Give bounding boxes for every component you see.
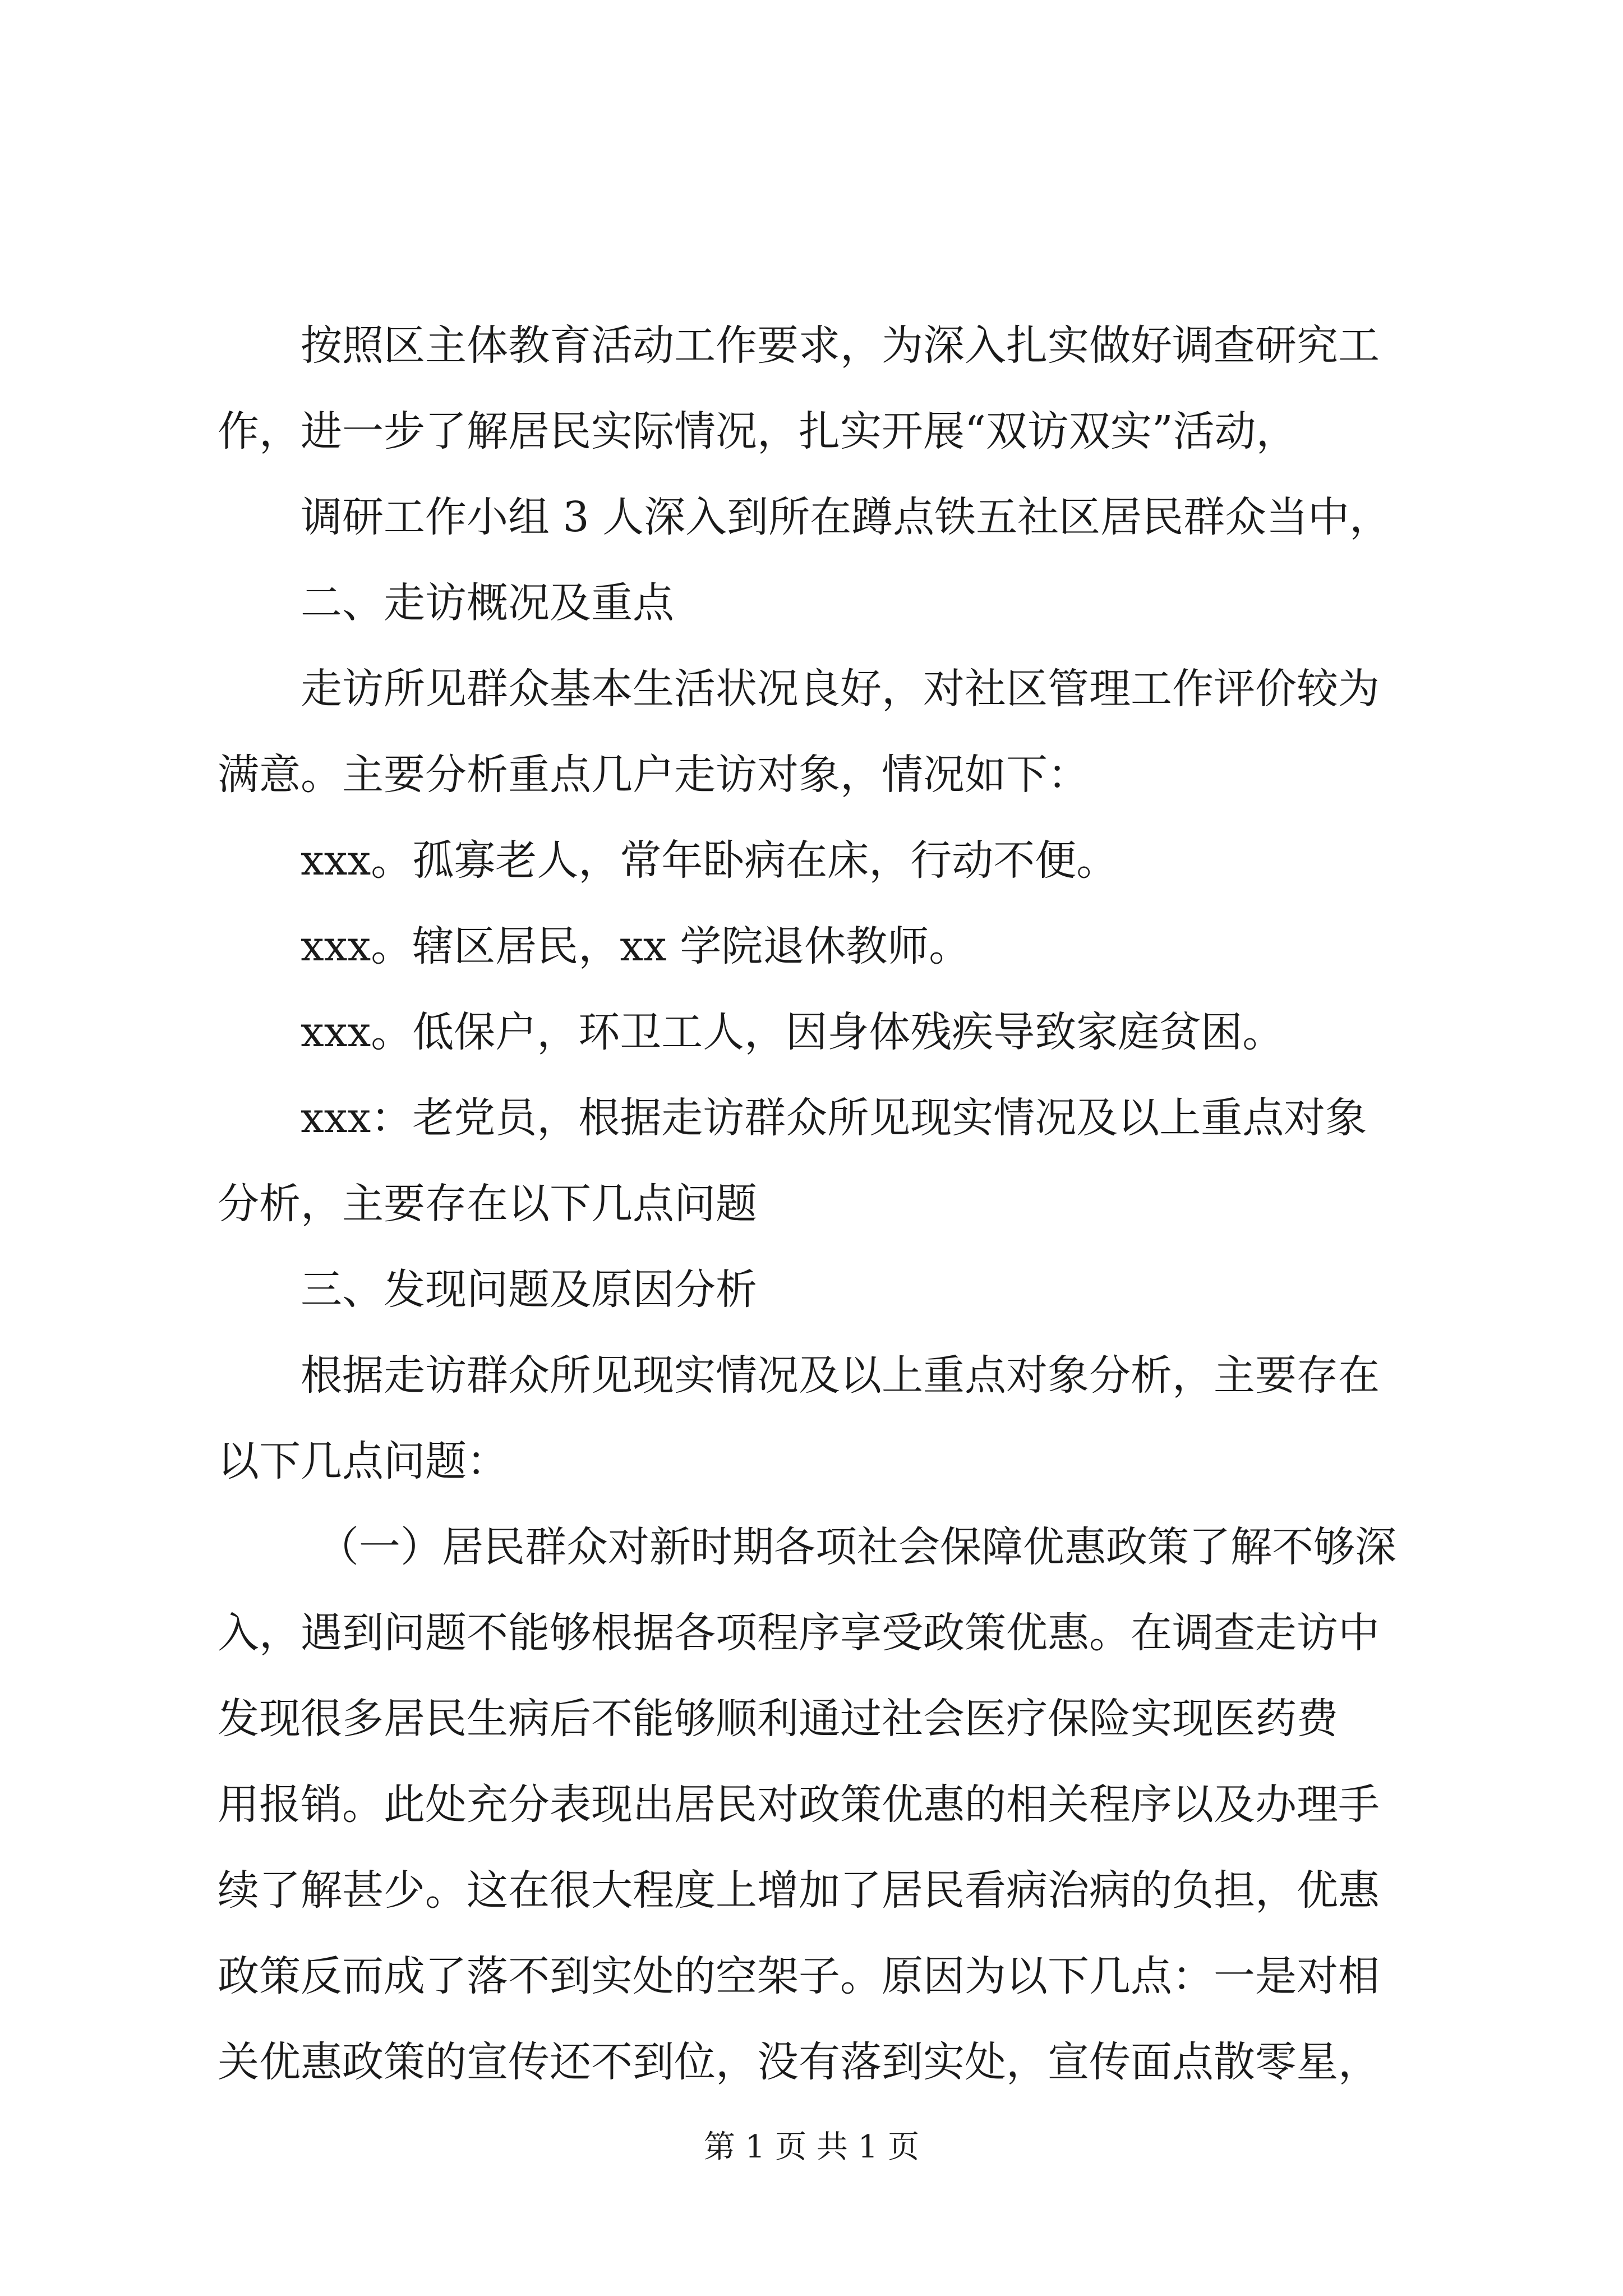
paragraph-line: 满意。主要分析重点几户走访对象，情况如下： — [218, 751, 1089, 799]
paragraph-line: 根据走访群众所见现实情况及以上重点对象分析，主要存在 — [301, 1351, 1380, 1400]
list-item: xxx。孤寡老人，常年卧病在床，行动不便。 — [301, 836, 1118, 885]
paragraph-line: 用报销。此处充分表现出居民对政策优惠的相关程序以及办理手 — [218, 1780, 1380, 1829]
section-heading: 二、走访概况及重点 — [301, 579, 674, 627]
paragraph-line: 作，进一步了解居民实际情况，扎实开展“双访双实”活动， — [218, 407, 1298, 455]
paragraph-line: 续了解甚少。这在很大程度上增加了居民看病治病的负担，优惠 — [218, 1866, 1380, 1915]
list-item: xxx。辖区居民，xx 学院退休教师。 — [301, 922, 971, 970]
paragraph-line: 政策反而成了落不到实处的空架子。原因为以下几点：一是对相 — [218, 1952, 1380, 2000]
document-body — [218, 303, 1418, 2105]
paragraph-line: 入，遇到问题不能够根据各项程序享受政策优惠。在调查走访中 — [218, 1609, 1380, 1657]
paragraph-line: 发现很多居民生病后不能够顺利通过社会医疗保险实现医药费 — [218, 1695, 1338, 1743]
paragraph-line: 分析，主要存在以下几点问题 — [218, 1180, 757, 1228]
page-number-footer: 第 1 页 共 1 页 — [703, 2129, 920, 2165]
section-heading: 三、发现问题及原因分析 — [301, 1266, 757, 1314]
paragraph-line: 以下几点问题： — [218, 1437, 508, 1485]
paragraph-line: 关优惠政策的宣传还不到位，没有落到实处，宣传面点散零星， — [218, 2038, 1380, 2086]
paragraph-line: 走访所见群众基本生活状况良好，对社区管理工作评价较为 — [301, 665, 1380, 713]
paragraph-line: 调研工作小组 3 人深入到所在蹲点铁五社区居民群众当中， — [301, 493, 1391, 541]
list-item: xxx：老党员，根据走访群众所见现实情况及以上重点对象 — [301, 1094, 1367, 1142]
subsection-line: （一）居民群众对新时期各项社会保障优惠政策了解不够深 — [317, 1523, 1396, 1571]
paragraph-line: 按照区主体教育活动工作要求，为深入扎实做好调查研究工 — [301, 321, 1380, 370]
list-item: xxx。低保户，环卫工人，因身体残疾导致家庭贫困。 — [301, 1008, 1284, 1056]
